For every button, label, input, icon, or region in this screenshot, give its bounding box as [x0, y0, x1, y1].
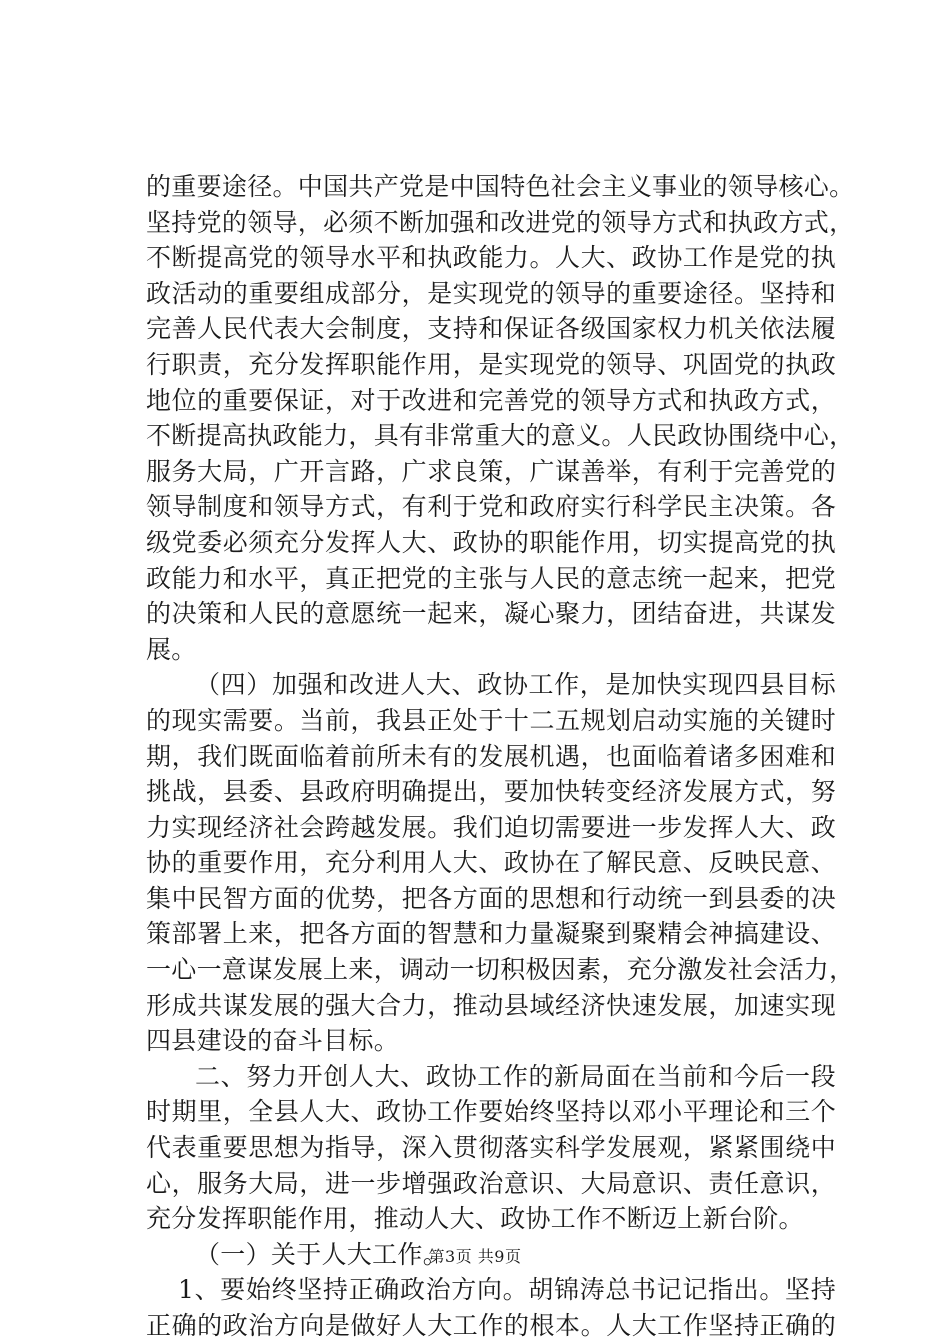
- text-line: 服务大局，广开言路，广求良策，广谋善举，有利于完善党的: [146, 456, 836, 486]
- text-line: 挑战，县委、县政府明确提出，要加快转变经济发展方式，努: [146, 777, 836, 807]
- paragraph-start: 1、要始终坚持正确政治方向。胡锦涛总书记记指出。坚持: [178, 1275, 836, 1305]
- text-line: 的现实需要。当前，我县正处于十二五规划启动实施的关键时: [146, 705, 836, 735]
- text-line: 展。: [146, 634, 197, 664]
- text-line: 四县建设的奋斗目标。: [146, 1026, 400, 1056]
- document-body: [146, 169, 855, 1344]
- text-line: 集中民智方面的优势，把各方面的思想和行动统一到县委的决: [146, 883, 836, 913]
- text-line: 政能力和水平，真正把党的主张与人民的意志统一起来，把党: [146, 563, 836, 593]
- text-line: 领导制度和领导方式，有利于党和政府实行科学民主决策。各: [146, 492, 836, 522]
- text-line: 级党委必须充分发挥人大、政协的职能作用，切实提高党的执: [146, 527, 836, 557]
- subsection-heading: （一）关于人大工作。: [195, 1239, 449, 1269]
- text-line: 完善人民代表大会制度，支持和保证各级国家权力机关依法履: [146, 314, 836, 344]
- section-heading: 二、努力开创人大、政协工作的新局面在当前和今后一段: [195, 1061, 836, 1091]
- text-line: 的决策和人民的意愿统一起来，凝心聚力，团结奋进，共谋发: [146, 599, 836, 629]
- text-line: 力实现经济社会跨越发展。我们迫切需要进一步发挥人大、政: [146, 812, 836, 842]
- text-line: 地位的重要保证，对于改进和完善党的领导方式和执政方式，: [146, 385, 836, 415]
- text-line: 不断提高党的领导水平和执政能力。人大、政协工作是党的执: [146, 243, 836, 273]
- text-line: 协的重要作用，充分利用人大、政协在了解民意、反映民意、: [146, 848, 836, 878]
- text-line: 心，服务大局，进一步增强政治意识、大局意识、责任意识，: [146, 1168, 836, 1198]
- text-line: 策部署上来，把各方面的智慧和力量凝聚到聚精会神搞建设、: [146, 919, 836, 949]
- text-line: 行职责，充分发挥职能作用，是实现党的领导、巩固党的执政: [146, 349, 836, 379]
- page-number: 第3页 共9页: [428, 1247, 522, 1266]
- text-line: 形成共谋发展的强大合力，推动县域经济快速发展，加速实现: [146, 990, 836, 1020]
- text-line: 正确的政治方向是做好人大工作的根本。人大工作坚持正确的: [146, 1311, 836, 1340]
- text-line: 期，我们既面临着前所未有的发展机遇，也面临着诸多困难和: [146, 741, 836, 771]
- text-line: 一心一意谋发展上来，调动一切积极因素，充分激发社会活力，: [146, 955, 855, 985]
- text-line: 时期里，全县人大、政协工作要始终坚持以邓小平理论和三个: [146, 1097, 836, 1127]
- text-line: 坚持党的领导，必须不断加强和改进党的领导方式和执政方式，: [146, 207, 855, 237]
- text-line: 代表重要思想为指导，深入贯彻落实科学发展观，紧紧围绕中: [146, 1133, 836, 1163]
- text-line: 不断提高执政能力，具有非常重大的意义。人民政协围绕中心，: [146, 421, 855, 451]
- paragraph-start: （四）加强和改进人大、政协工作，是加快实现四县目标: [195, 670, 836, 700]
- text-line: 政活动的重要组成部分，是实现党的领导的重要途径。坚持和: [146, 278, 836, 308]
- text-line: 的重要途径。中国共产党是中国特色社会主义事业的领导核心。: [146, 172, 855, 201]
- text-line: 充分发挥职能作用，推动人大、政协工作不断迈上新台阶。: [146, 1204, 804, 1234]
